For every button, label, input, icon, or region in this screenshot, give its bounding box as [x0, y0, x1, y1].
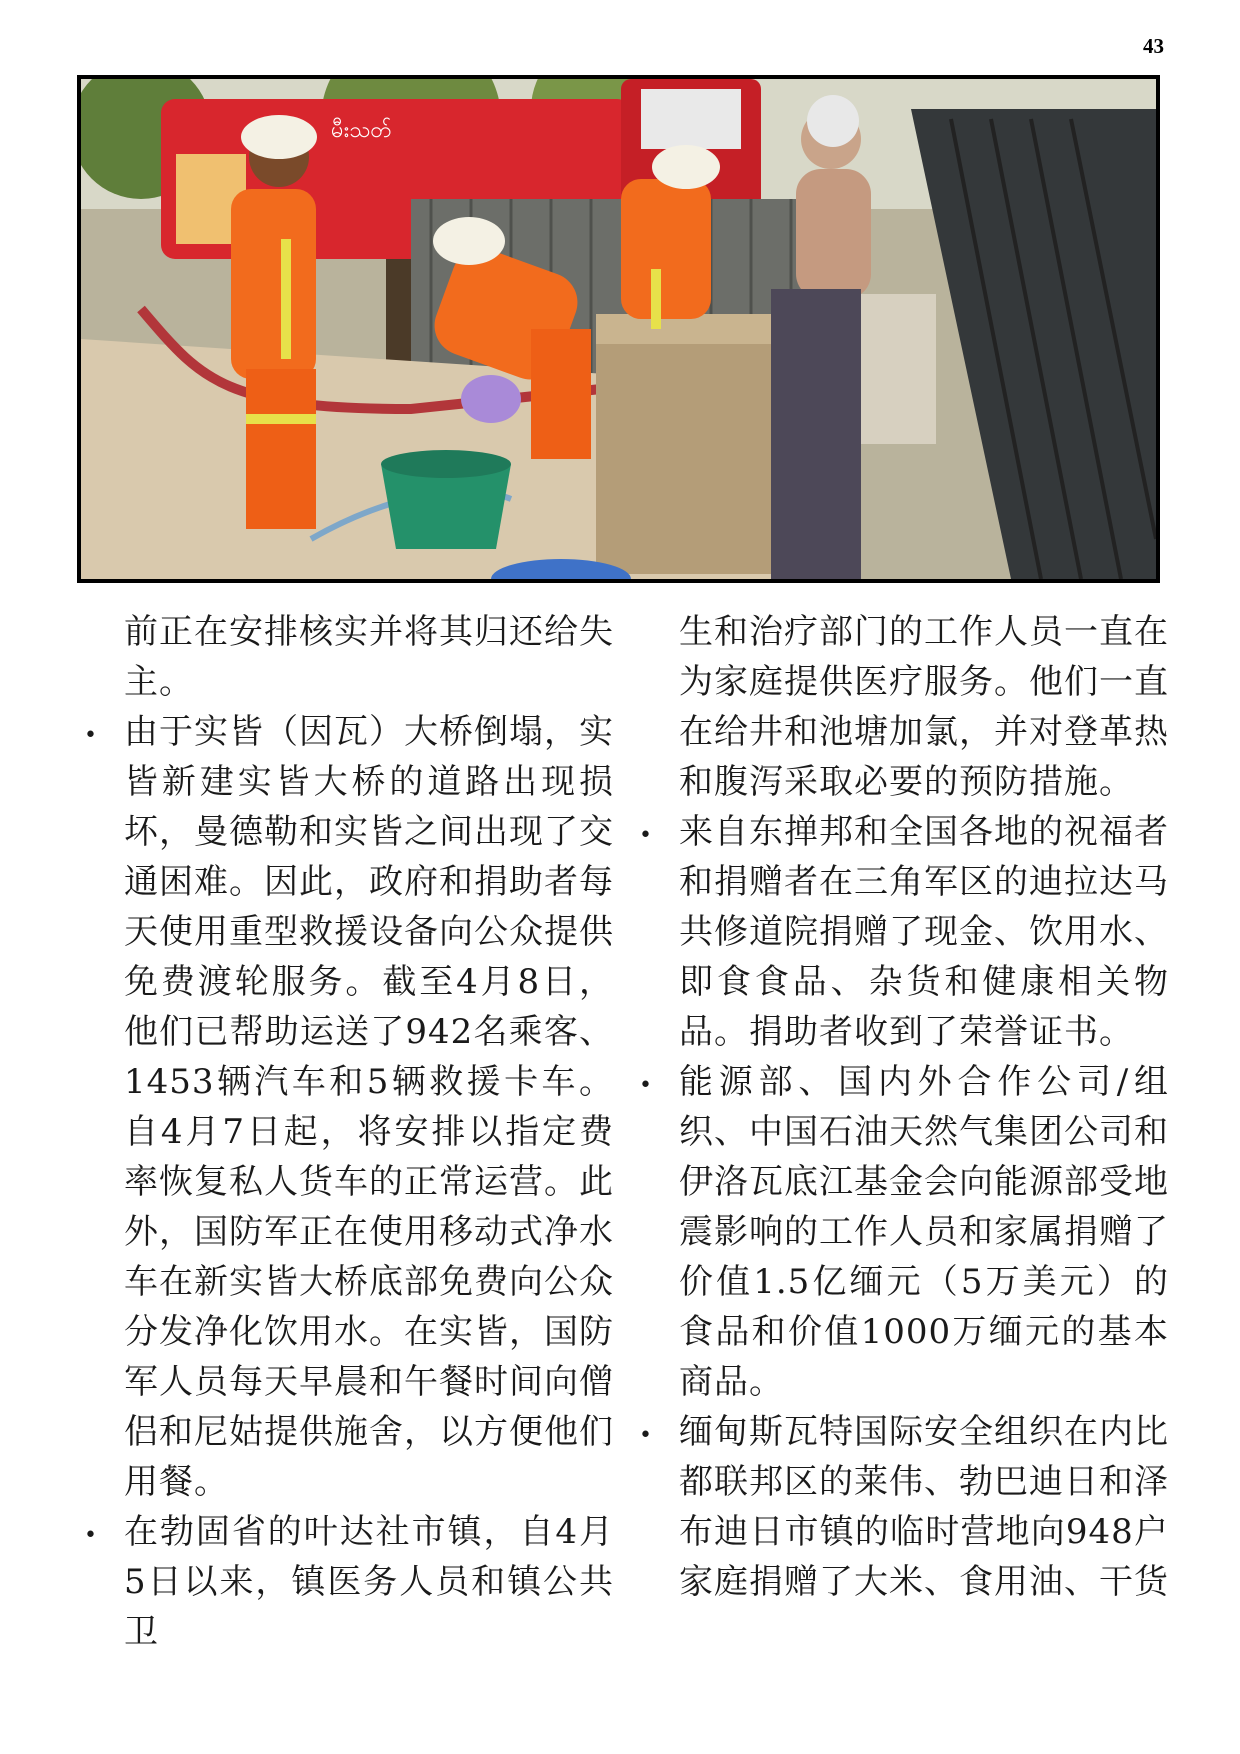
bullet-paragraph-bago-medical: • 在勃固省的叶达社市镇，自4月5日以来，镇医务人员和镇公共卫 — [84, 1507, 614, 1657]
truck-lettering: မီးသတ် — [331, 118, 392, 143]
paragraph-continuation: 前正在安排核实并将其归还给失主。 — [124, 612, 614, 702]
bullet-paragraph-swat-donation: • 缅甸斯瓦特国际安全组织在内比都联邦区的莱伟、勃巴迪日和泽布迪日市镇的临时营地向948户家庭捐赠了大米、食用油、干货 — [639, 1407, 1169, 1607]
firefighters-scene-illustration — [81, 79, 1156, 579]
article-column-left — [84, 607, 614, 1657]
bullet-paragraph-eastern-shan-donors: • 来自东掸邦和全国各地的祝福者和捐赠者在三角军区的迪拉达马共修道院捐赠了现金、饮用水、即食食品、杂货和健康相关物品。捐助者收到了荣誉证书。 — [639, 807, 1169, 1057]
article-column-right — [639, 607, 1169, 1607]
news-photo — [77, 75, 1160, 583]
page-number: 43 — [1143, 34, 1164, 58]
paragraph-continuation: 生和治疗部门的工作人员一直在为家庭提供医疗服务。他们一直在给井和池塘加氯，并对登革热和腹泻采取必要的预防措施。 — [679, 612, 1169, 802]
bullet-paragraph-sagaing-bridge: • 由于实皆（因瓦）大桥倒塌，实皆新建实皆大桥的道路出现损坏，曼德勒和实皆之间出现了交通困难。因此，政府和捐助者每天使用重型救援设备向公众提供免费渡轮服务。截至4月8日，他们已帮助运送了942名乘客、1453辆汽车和5辆救援卡车。自4月7日起，将安排以指定费率恢复私人货车的正常运营。此外，国防军正在使用移动式净水车在新实皆大桥底部免费向公众分发净化饮用水。在实皆，国防军人员每天早晨和午餐时间向僧侣和尼姑提供施舍，以方便他们用餐。 — [84, 707, 614, 1507]
bullet-paragraph-energy-ministry: • 能源部、国内外合作公司/组织、中国石油天然气集团公司和伊洛瓦底江基金会向能源部受地震影响的工作人员和家属捐赠了价值1.5亿缅元（5万美元）的食品和价值1000万缅元的基本商品。 — [639, 1057, 1169, 1407]
